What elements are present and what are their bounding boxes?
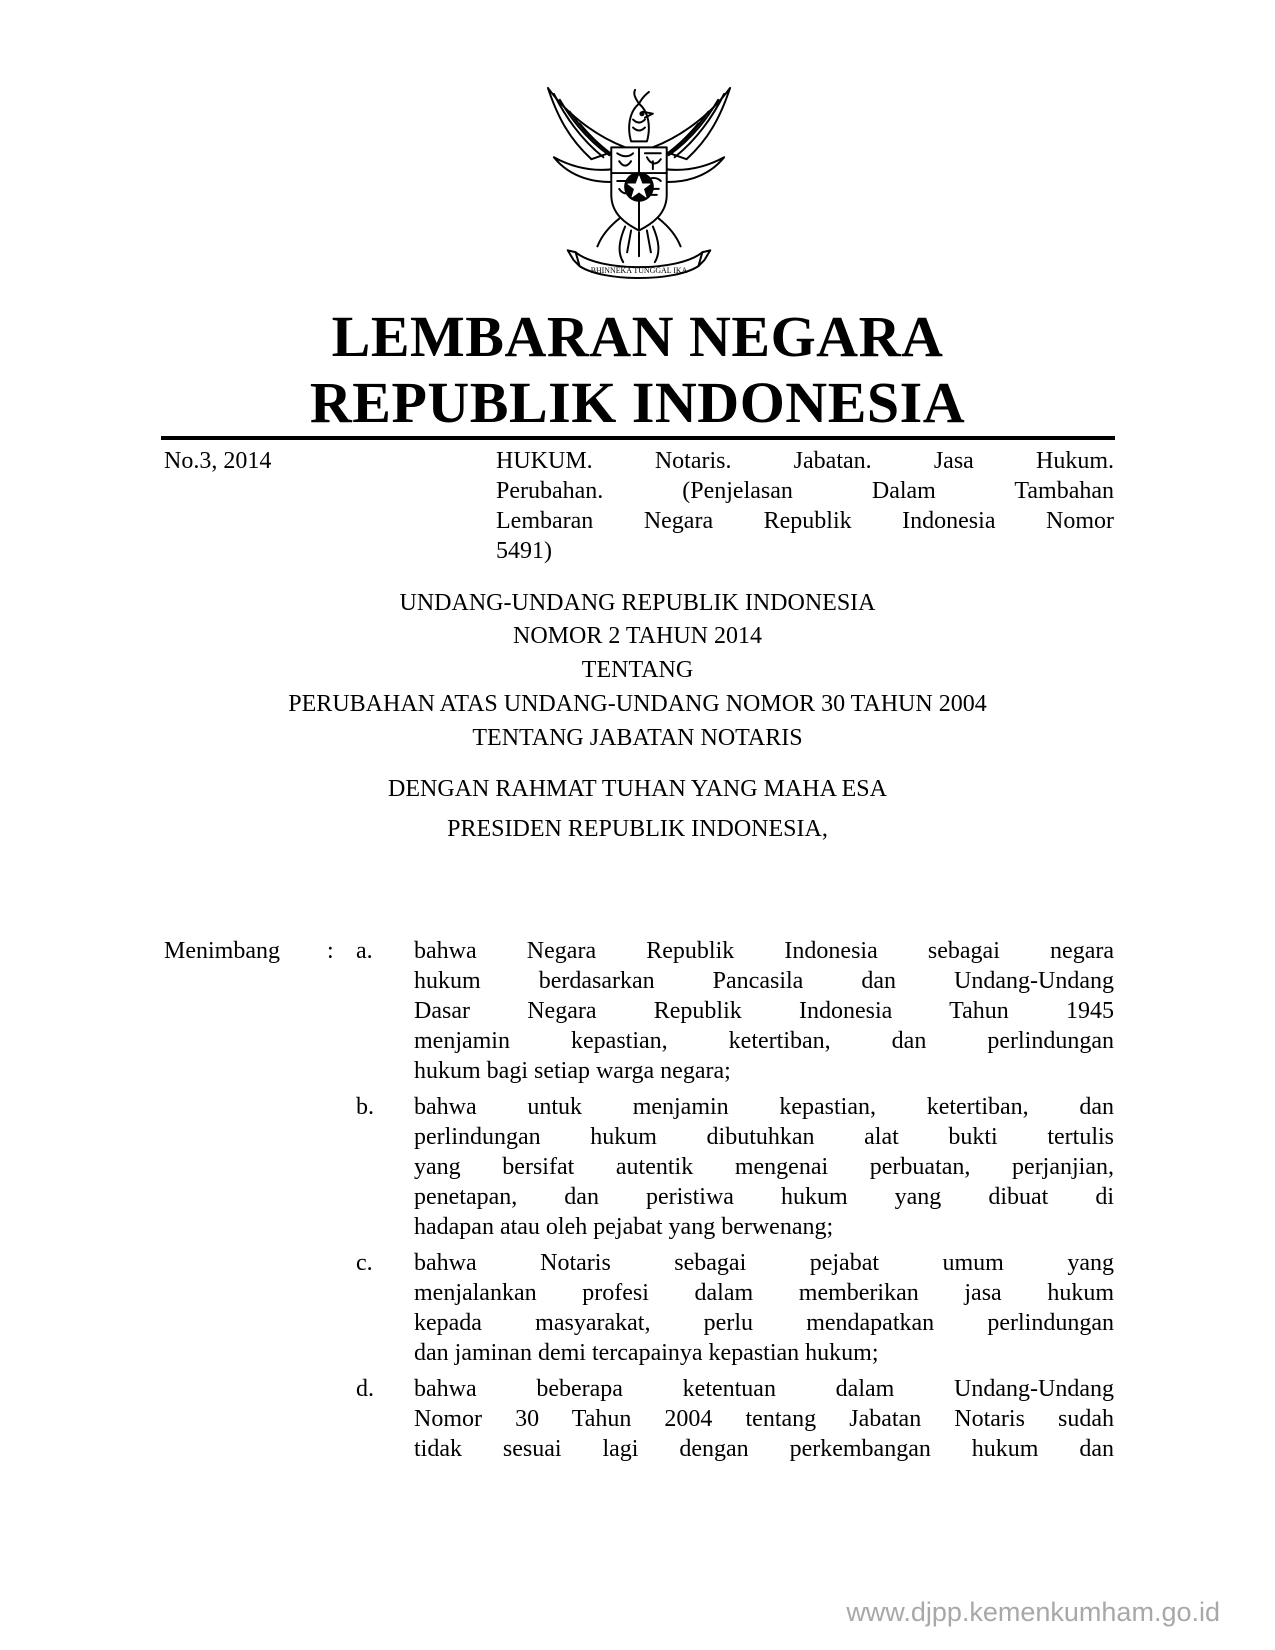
consideration-line: kepada masyarakat, perlu mendapatkan perlindungan (414, 1310, 1114, 1336)
garuda-pancasila-emblem-icon (540, 78, 738, 282)
consideration-line: bahwa beberapa ketentuan dalam Undang-Undang (414, 1376, 1114, 1402)
consideration-line: hukum bagi setiap warga negara; (414, 1058, 731, 1084)
law-heading-subject: PERUBAHAN ATAS UNDANG-UNDANG NOMOR 30 TAHUN 2004 (288, 691, 987, 717)
consideration-line: bahwa untuk menjamin kepastian, ketertiban, dan (414, 1094, 1114, 1120)
considerations-label: Menimbang (164, 938, 280, 964)
consideration-line: menjalankan profesi dalam memberikan jasa hukum (414, 1280, 1114, 1306)
gazette-description-line: Perubahan. (Penjelasan Dalam Tambahan (496, 478, 1114, 504)
consideration-item (414, 1248, 1114, 1368)
gazette-description-line: 5491) (496, 538, 552, 564)
gazette-number: No.3, 2014 (164, 448, 272, 474)
consideration-line: Dasar Negara Republik Indonesia Tahun 1945 (414, 998, 1114, 1024)
gazette-title-line1: LEMBARAN NEGARA (331, 304, 944, 369)
consideration-line: penetapan, dan peristiwa hukum yang dibuat di (414, 1184, 1114, 1210)
consideration-item (414, 936, 1114, 1086)
law-heading-subject-title: TENTANG JABATAN NOTARIS (472, 725, 803, 751)
consideration-line: hadapan atau oleh pejabat yang berwenang; (414, 1214, 834, 1240)
law-heading-about: TENTANG (581, 657, 694, 683)
consideration-line: dan jaminan demi tercapainya kepastian hukum; (414, 1340, 879, 1366)
gazette-description (496, 446, 1114, 566)
consideration-item (414, 1374, 1114, 1464)
emblem-motto: BHINNEKA TUNGGAL IKA (590, 266, 688, 276)
consideration-item (414, 1092, 1114, 1242)
consideration-letter: d. (356, 1376, 374, 1402)
consideration-line: yang bersifat autentik mengenai perbuatan, perjanjian, (414, 1154, 1114, 1180)
consideration-line: hukum berdasarkan Pancasila dan Undang-Undang (414, 968, 1114, 994)
considerations-colon: : (327, 938, 334, 964)
gazette-description-line: HUKUM. Notaris. Jabatan. Jasa Hukum. (496, 448, 1114, 474)
president-line: PRESIDEN REPUBLIK INDONESIA, (447, 816, 828, 842)
consideration-line: bahwa Notaris sebagai pejabat umum yang (414, 1250, 1114, 1276)
consideration-line: tidak sesuai lagi dengan perkembangan hukum dan (414, 1436, 1114, 1462)
consideration-line: menjamin kepastian, ketertiban, dan perlindungan (414, 1028, 1114, 1054)
header-divider (161, 436, 1115, 440)
consideration-line: perlindungan hukum dibutuhkan alat bukti tertulis (414, 1124, 1114, 1150)
law-heading-number: NOMOR 2 TAHUN 2014 (513, 623, 762, 649)
consideration-letter: a. (356, 938, 373, 964)
gazette-title-line2: REPUBLIK INDONESIA (309, 370, 966, 435)
consideration-line: bahwa Negara Republik Indonesia sebagai negara (414, 938, 1114, 964)
website-watermark: www.djpp.kemenkumham.go.id (846, 1597, 1220, 1627)
consideration-letter: b. (356, 1094, 374, 1120)
invocation: DENGAN RAHMAT TUHAN YANG MAHA ESA (388, 776, 887, 802)
law-heading-line1: UNDANG-UNDANG REPUBLIK INDONESIA (399, 590, 876, 616)
consideration-line: Nomor 30 Tahun 2004 tentang Jabatan Notaris sudah (414, 1406, 1114, 1432)
gazette-description-line: Lembaran Negara Republik Indonesia Nomor (496, 508, 1114, 534)
consideration-letter: c. (356, 1250, 373, 1276)
